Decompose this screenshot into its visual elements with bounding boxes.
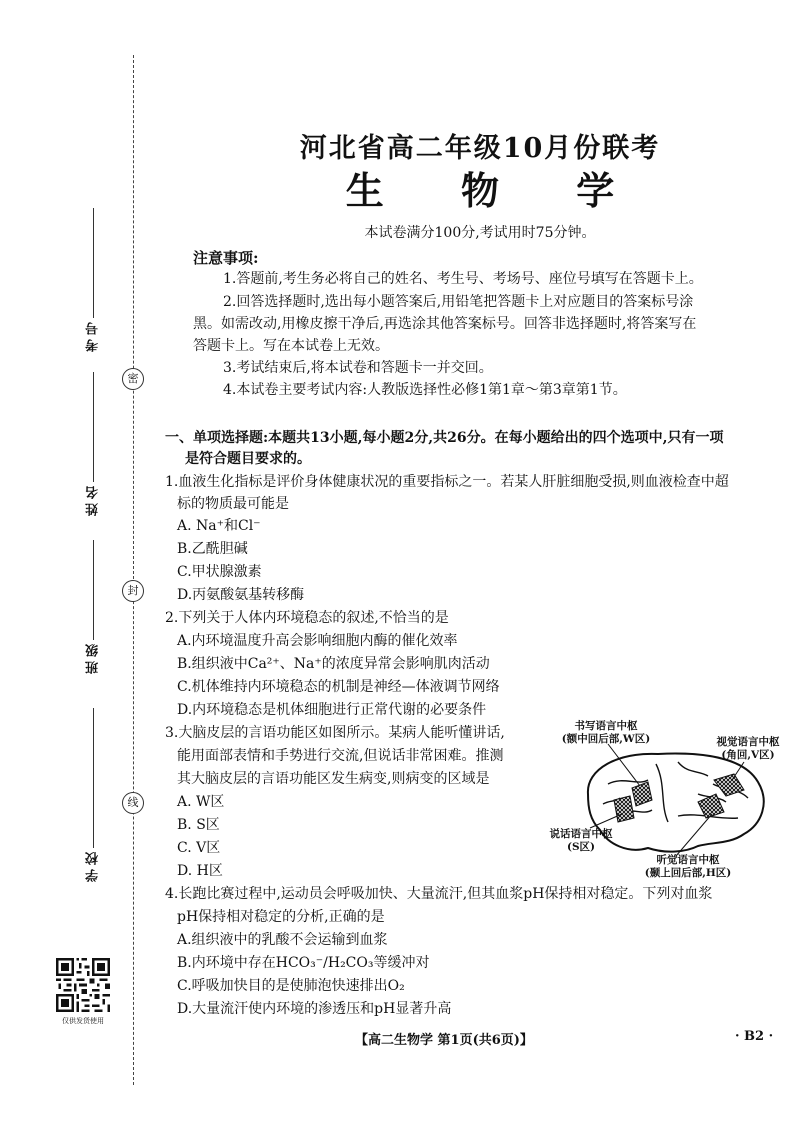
q3-option-d: D. H区 (177, 863, 223, 879)
field-label-name: 姓名 (86, 482, 101, 516)
label-visual-center: 视觉语言中枢 (角回,V区) (716, 736, 780, 761)
qr-caption: 仅供发货使用 (62, 1017, 104, 1025)
question-4-stem: 4.长跑比赛过程中,运动员会呼吸加快、大量流汗,但其血浆pH保持相对稳定。下列对血浆 (165, 886, 713, 902)
exam-title: 河北省高二年级10月份联考 (299, 133, 661, 164)
page-footer: 【高二生物学 第1页(共6页)】 (355, 1033, 533, 1048)
question-1-stem-cont: 标的物质最可能是 (177, 496, 289, 512)
field-label-school: 学校 (86, 848, 101, 882)
question-3-stem-cont2: 其大脑皮层的言语功能区发生病变,则病变的区域是 (177, 771, 490, 787)
note-2b: 黑。如需改动,用橡皮擦干净后,再选涂其他答案标号。回答非选择题时,将答案写在 (193, 316, 697, 332)
q1-option-a: A. Na⁺和Cl⁻ (177, 518, 261, 534)
q3-option-a: A. W区 (177, 794, 225, 810)
q4-option-b: B.内环境中存在HCO₃⁻/H₂CO₃等缓冲对 (177, 955, 430, 971)
question-1-stem: 1.血液生化指标是评价身体健康状况的重要指标之一。若某人肝脏细胞受损,则血液检查中超 (165, 474, 729, 490)
label-writing-center: 书写语言中枢 (额中回后部,W区) (561, 720, 651, 745)
seal-mark-xian: 线 (122, 792, 144, 814)
field-school (84, 708, 103, 882)
q2-option-a: A.内环境温度升高会影响细胞内酶的催化效率 (177, 633, 458, 649)
qr-code-icon (56, 958, 110, 1012)
note-2c: 答题卡上。写在本试卷上无效。 (193, 338, 389, 354)
section-heading-line1: 一、单项选择题:本题共13小题,每小题2分,共26分。在每小题给出的四个选项中,只有一项 (165, 430, 724, 446)
q1-option-d: D.丙氨酸氨基转移酶 (177, 587, 305, 603)
question-2-stem: 2.下列关于人体内环境稳态的叙述,不恰当的是 (165, 610, 449, 626)
question-3-stem-cont1: 能用面部表情和手势进行交流,但说话非常困难。推测 (177, 748, 504, 764)
q4-option-c: C.呼吸加快目的是使肺泡快速排出O₂ (177, 978, 405, 994)
field-label-exam-number: 考号 (86, 318, 101, 352)
exam-meta: 本试卷满分100分,考试用时75分钟。 (364, 225, 596, 241)
q3-option-c: C. V区 (177, 840, 221, 856)
label-auditory-center: 听觉语言中枢 (颞上回后部,H区) (644, 854, 732, 879)
note-4: 4.本试卷主要考试内容:人教版选择性必修1第1章～第3章第1节。 (223, 382, 627, 398)
note-1: 1.答题前,考生务必将自己的姓名、考生号、考场号、座位号填写在答题卡上。 (223, 271, 703, 287)
field-name (84, 372, 103, 516)
q2-option-c: C.机体维持内环境稳态的机制是神经—体液调节网络 (177, 679, 500, 695)
notes-heading: 注意事项: (193, 249, 259, 267)
subject-title: 生 物 学 (345, 168, 647, 213)
question-4-stem-cont: pH保持相对稳定的分析,正确的是 (177, 909, 385, 925)
q1-option-c: C.甲状腺激素 (177, 564, 262, 580)
question-3-stem: 3.大脑皮层的言语功能区如图所示。某病人能听懂讲话, (165, 725, 505, 741)
label-speech-center: 说话语言中枢 (S区) (549, 828, 613, 853)
q1-option-b: B.乙酰胆碱 (177, 541, 248, 557)
field-label-class: 班级 (86, 640, 101, 674)
q4-option-a: A.组织液中的乳酸不会运输到血浆 (177, 932, 388, 948)
paper-code: · B2 · (735, 1029, 774, 1044)
brain-language-area-figure (548, 720, 796, 884)
note-2a: 2.回答选择题时,选出每小题答案后,用铅笔把答题卡上对应题目的答案标号涂 (223, 294, 694, 310)
binding-margin (0, 0, 160, 1132)
q2-option-d: D.内环境稳态是机体细胞进行正常代谢的必要条件 (177, 702, 487, 718)
q4-option-d: D.大量流汗使内环境的渗透压和pH显著升高 (177, 1001, 452, 1017)
q2-option-b: B.组织液中Ca²⁺、Na⁺的浓度异常会影响肌肉活动 (177, 656, 490, 672)
section-heading-line2: 是符合题目要求的。 (185, 451, 311, 467)
seal-dashed-line (133, 55, 134, 1085)
section-heading (165, 428, 785, 470)
field-exam-number (84, 208, 103, 352)
field-class (84, 540, 103, 674)
q3-option-b: B. S区 (177, 817, 220, 833)
seal-mark-feng: 封 (122, 580, 144, 602)
seal-mark-mi: 密 (122, 368, 144, 390)
note-3: 3.考试结束后,将本试卷和答题卡一并交回。 (223, 360, 493, 376)
